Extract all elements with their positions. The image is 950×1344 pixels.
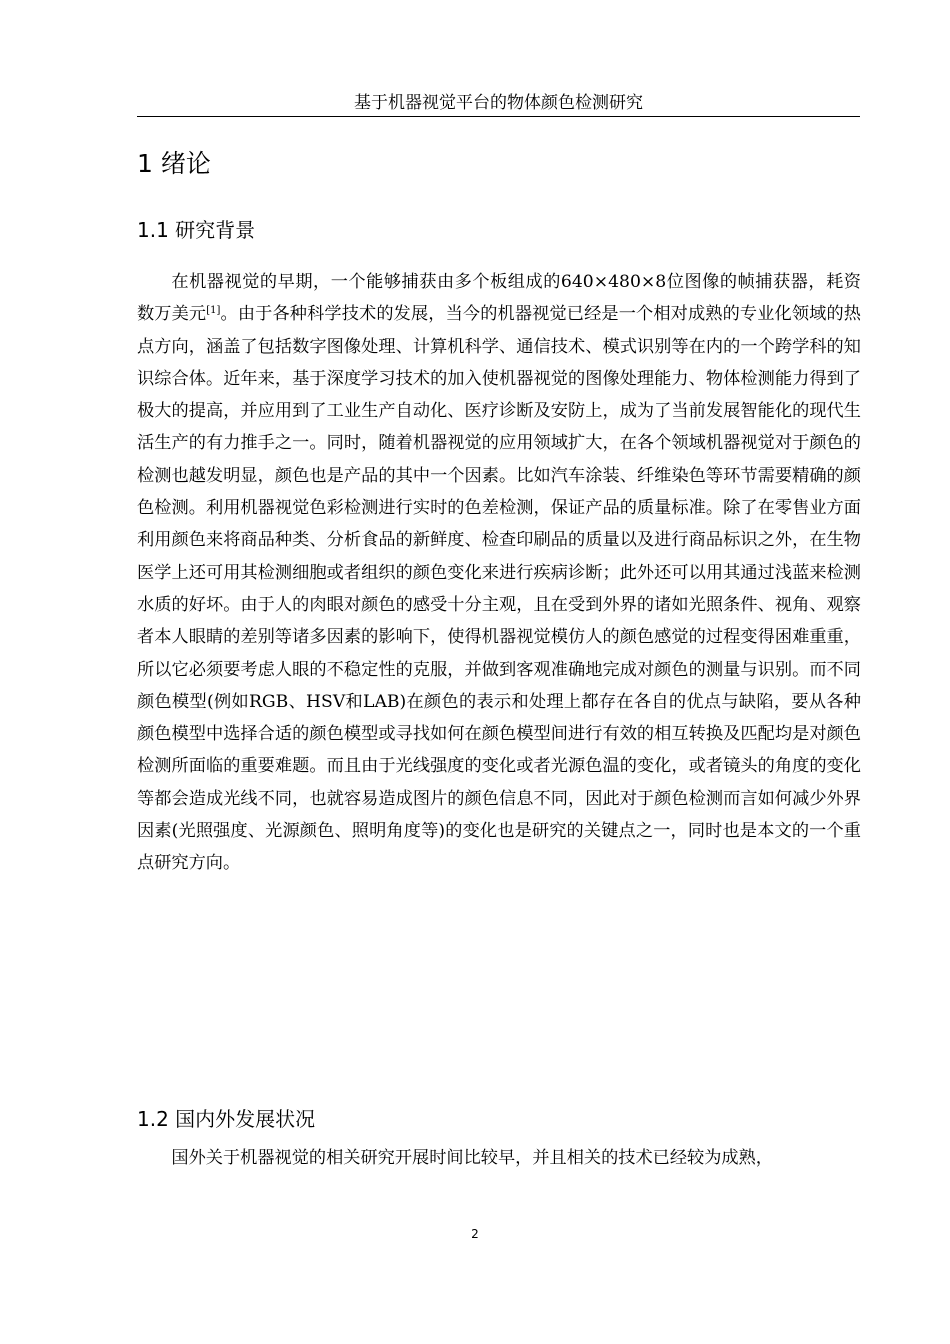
- paragraph-text-before-citation: 在机器视觉的早期，一个能够捕获由多个板组成的640×480×8位图像的帧捕获器，耗资数万美元: [137, 272, 861, 325]
- running-header: 基于机器视觉平台的物体颜色检测研究: [354, 93, 643, 113]
- header-rule: [137, 116, 860, 117]
- citation-ref-1: [1]: [206, 305, 221, 317]
- section-title-1-2: 1.2 国内外发展状况: [137, 1107, 316, 1131]
- paragraph-text-after-citation: 。由于各种科学技术的发展，当今的机器视觉已经是一个相对成熟的专业化领域的热点方向，涵盖了包括数字图像处理、计算机科学、通信技术、模式识别等在内的一个跨学科的知识综合体。近年来，基于深度学习技术的加入使机器视觉的图像处理能力、物体检测能力得到了极大的提高，并应用到了工业生产自动化、医疗诊断及安防上，成为了当前发展智能化的现代生活生产的有力推手之一。同时，随着机器视觉的应用领域扩大，在各个领域机器视觉对于颜色的检测也越发明显，颜色也是产品的其中一个因素。比如汽车涂装、纤维染色等环节需要精确的颜色检测。利用机器视觉色彩检测进行实时的色差检测，保证产品的质量标准。除了在零售业方面利用颜色来将商品种类、分析食品的新鲜度、检查印刷品的质量以及进行商品标识之外，在生物医学上还可用其检测细胞或者组织的颜色变化来进行疾病诊断；此外还可以用其通过浅蓝来检测水质的好坏。由于人的肉眼对颜色的感受十分主观，且在受到外界的诸如光照条件、视角、观察者本人眼睛的差别等诸多因素的影响下，使得机器视觉模仿人的颜色感觉的过程变得困难重重，所以它必须要考虑人眼的不稳定性的克服，并做到客观准确地完成对颜色的测量与识别。而不同颜色模型(例如RGB、HSV和LAB)在颜色的表示和处理上都存在各自的优点与缺陷，要从各种颜色模型中选择合适的颜色模型或寻找如何在颜色模型间进行有效的相互转换及匹配均是对颜色检测所面临的重要难题。而且由于光线强度的变化或者光源色温的变化，或者镜头的角度的变化等都会造成光线不同，也就容易造成图片的颜色信息不同，因此对于颜色检测而言如何减少外界因素(光照强度、光源颜色、照明角度等)的变化也是研究的关键点之一，同时也是本文的一个重点研究方向。: [137, 304, 861, 874]
- chapter-title: 1 绪论: [137, 149, 211, 178]
- body-paragraph-1: [137, 266, 861, 880]
- page-number: 2: [471, 1227, 479, 1241]
- body-paragraph-2: 国外关于机器视觉的相关研究开展时间比较早，并且相关的技术已经较为成熟，: [171, 1148, 773, 1168]
- section-title-1-1: 1.1 研究背景: [137, 218, 256, 242]
